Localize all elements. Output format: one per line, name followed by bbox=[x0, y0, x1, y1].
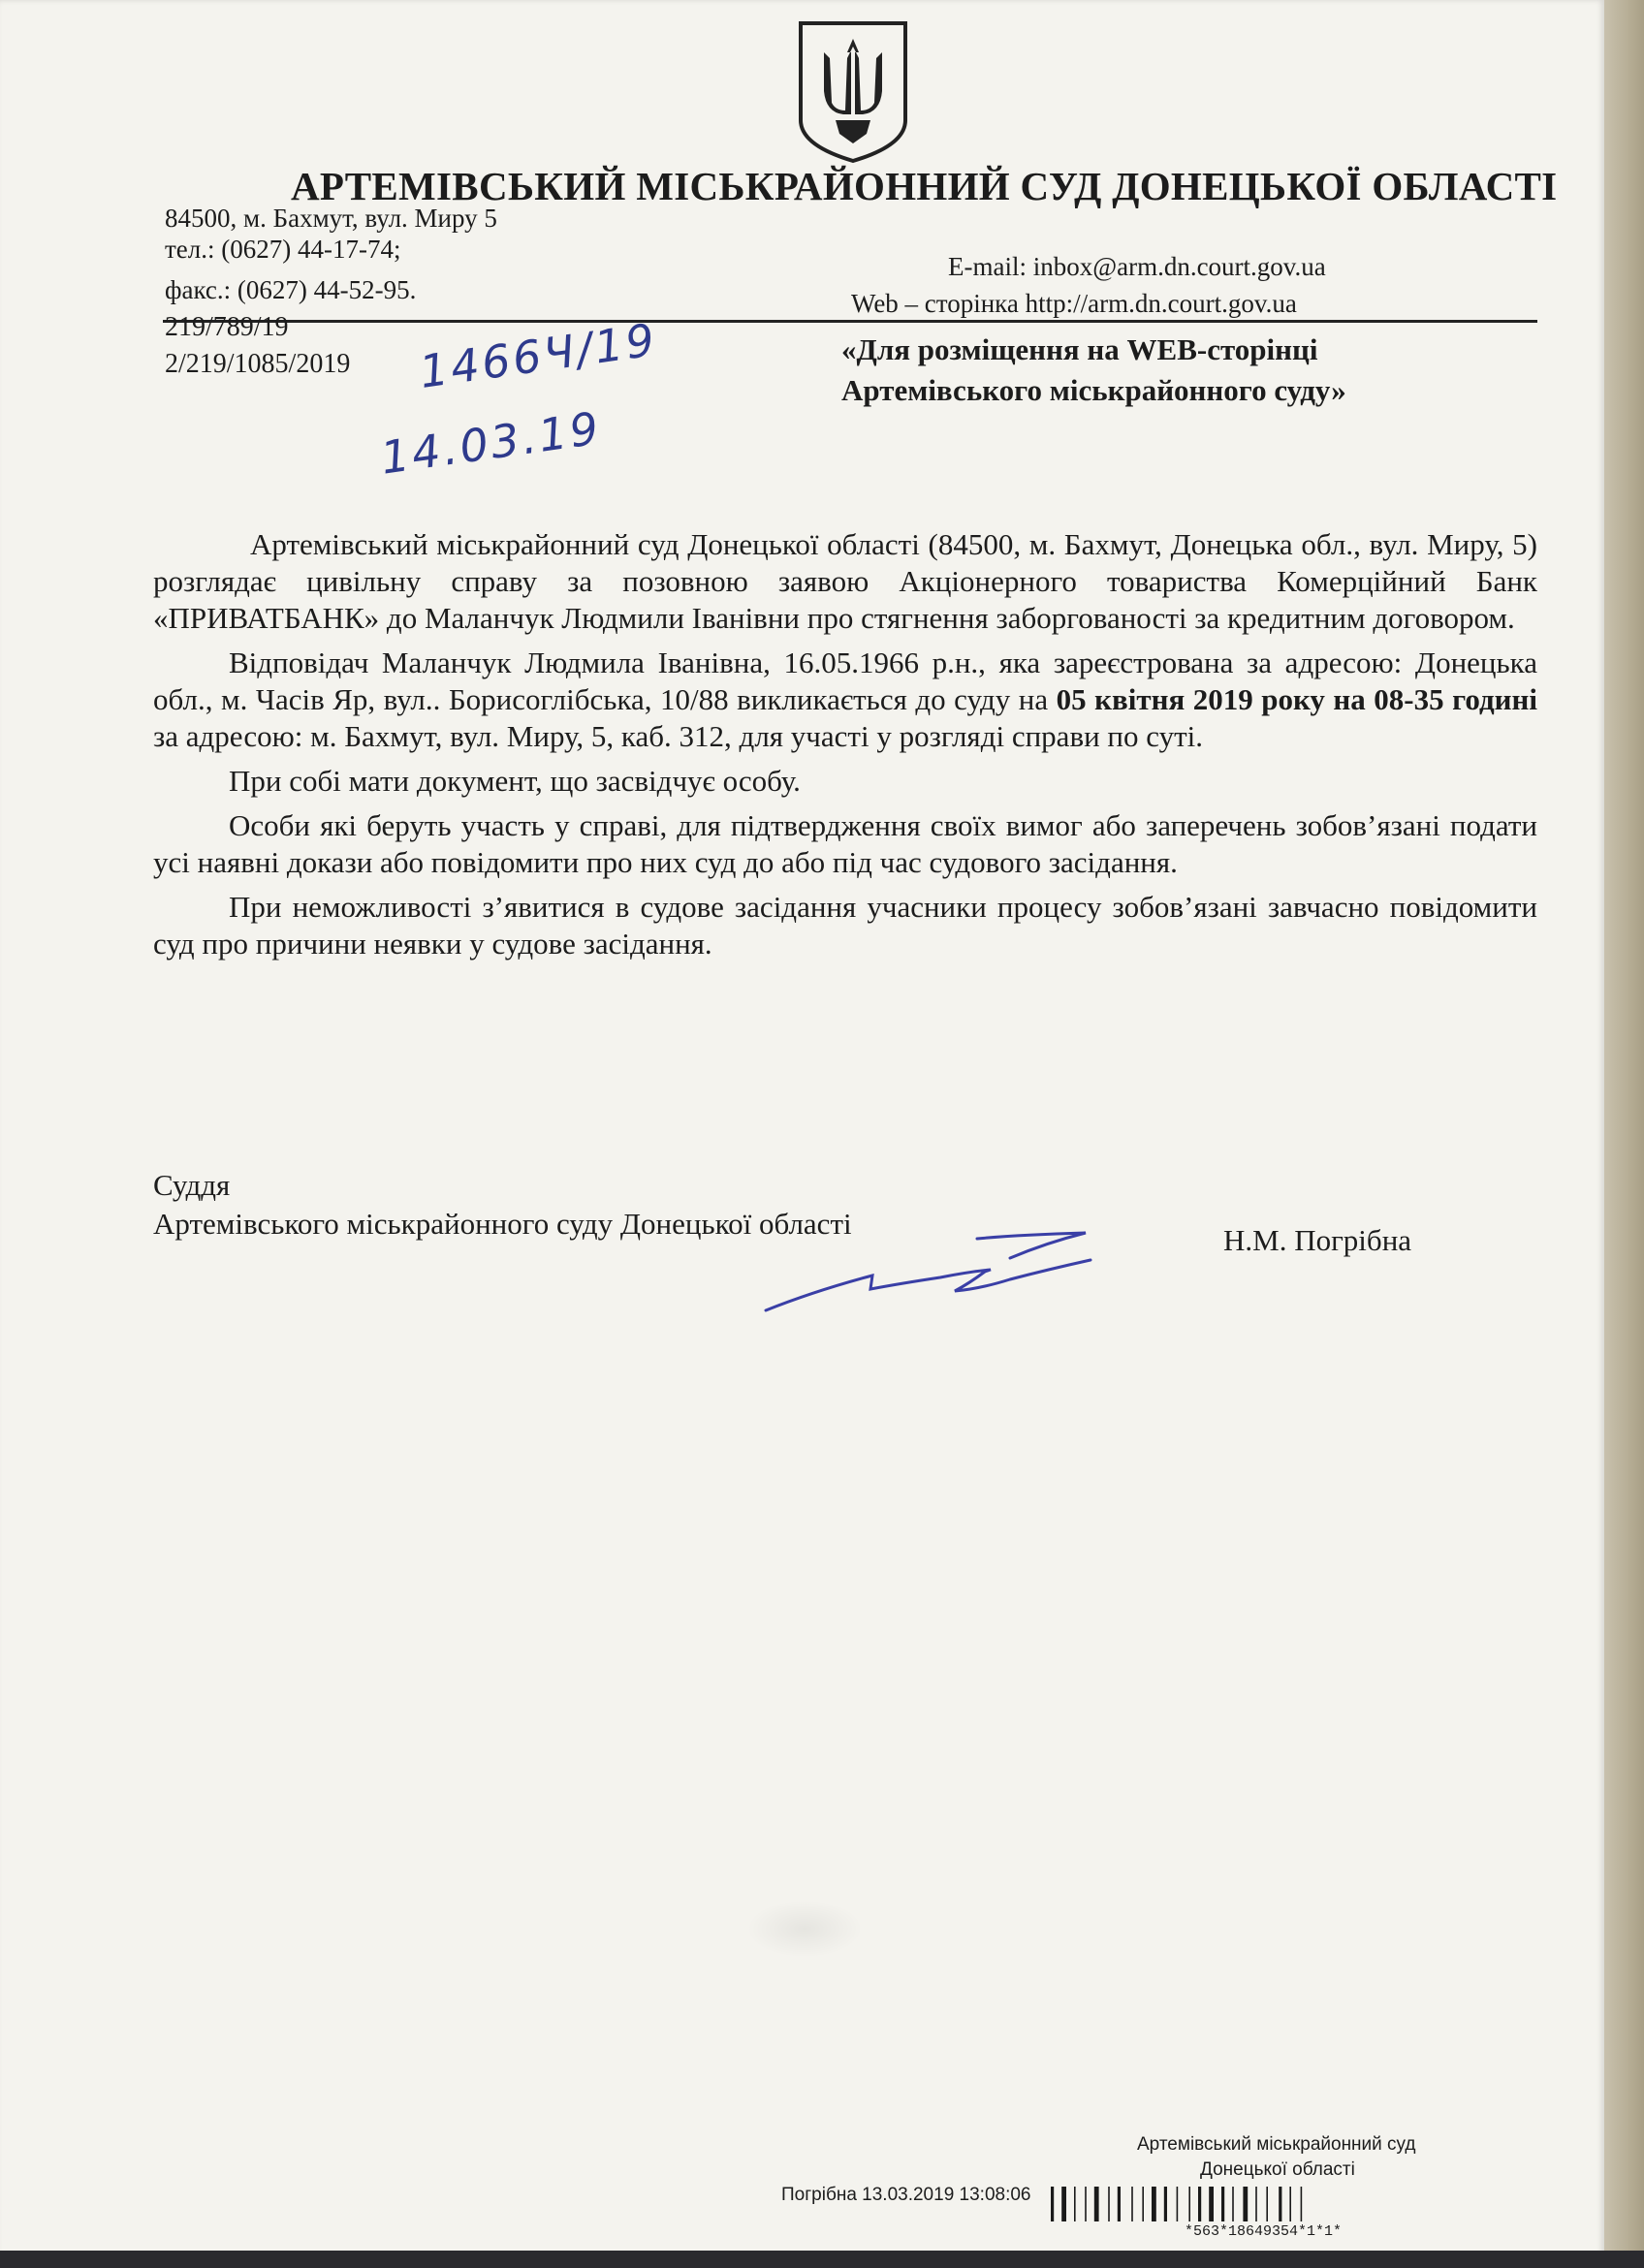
judge-court: Артемівського міськрайонного суду Донецької області bbox=[153, 1207, 852, 1241]
barcode-bar bbox=[1164, 2187, 1167, 2221]
judge-name: Н.М. Погрібна bbox=[1223, 1223, 1412, 1257]
barcode-bar bbox=[1085, 2187, 1087, 2221]
hearing-date-time: 05 квітня 2019 року на 08-35 годині bbox=[1056, 682, 1537, 716]
barcode-bar bbox=[1289, 2187, 1291, 2221]
paragraph-case-description: Артемівський міськрайонний суд Донецької області (84500, м. Бахмут, Донецька обл., вул. Миру, 5) розглядає цивільну справу за позовною заявою Акціонерного товариства Комерційний Банк «ПРИВАТБАНК» до Маланчук Людмили Іванівни про стягнення заборгованості за кредитним договором. bbox=[153, 527, 1537, 635]
court-website: Web – сторінка http://arm.dn.court.gov.ua bbox=[851, 289, 1297, 318]
barcode-bar bbox=[1152, 2187, 1156, 2221]
barcode-bar bbox=[1221, 2187, 1224, 2221]
handwritten-date: 14.03.19 bbox=[377, 401, 605, 485]
barcode-bar bbox=[1061, 2187, 1066, 2221]
barcode-bar bbox=[1255, 2187, 1257, 2221]
barcode-bar bbox=[1232, 2187, 1234, 2221]
paragraph-id-document: При собі мати документ, що засвідчує особу. bbox=[229, 764, 801, 798]
court-fax: факс.: (0627) 44-52-95. bbox=[165, 275, 417, 304]
barcode-bar bbox=[1301, 2187, 1303, 2221]
barcode-bar bbox=[1266, 2187, 1268, 2221]
barcode-bar bbox=[1142, 2187, 1144, 2221]
web-note-line1: «Для розміщення на WEB-сторінці bbox=[841, 332, 1318, 366]
barcode-bar bbox=[1051, 2187, 1054, 2221]
scan-edge bbox=[1604, 0, 1644, 2268]
judge-title: Суддя bbox=[153, 1168, 231, 1202]
stamp-court-name: Артемівський міськрайонний суд bbox=[1137, 2134, 1416, 2155]
handwritten-incoming-number: 1466Ч/19 bbox=[416, 313, 661, 398]
barcode-bar bbox=[1209, 2187, 1214, 2221]
paragraph-defendant-summons bbox=[153, 645, 1537, 755]
court-email: E-mail: inbox@arm.dn.court.gov.ua bbox=[948, 252, 1326, 281]
coat-of-arms-icon bbox=[797, 19, 909, 165]
summons-text-start: Відповідач Маланчук Людмила Іванівна, 16.05.1966 р.н., яка зареєстрована за адресою: Донецька обл., м. Часів Яр, вул.. Борисоглібська, 10/88 викликається до суду на bbox=[153, 646, 1537, 716]
registration-number: 2/219/1085/2019 bbox=[165, 349, 351, 379]
paper-smudge bbox=[746, 1900, 863, 1958]
barcode-bar bbox=[1188, 2187, 1190, 2221]
barcode-bar bbox=[1108, 2187, 1110, 2221]
electronic-signature-stamp: Погрібна 13.03.2019 13:08:06 bbox=[781, 2185, 1031, 2205]
barcode-bar bbox=[1279, 2187, 1281, 2221]
barcode-bar bbox=[1094, 2187, 1099, 2221]
barcode-number: *563*18649354*1*1* bbox=[1185, 2223, 1343, 2240]
stamp-court-region: Донецької області bbox=[1200, 2159, 1355, 2180]
barcode-bar bbox=[1074, 2187, 1076, 2221]
header-divider bbox=[163, 320, 1537, 323]
web-publication-note bbox=[841, 330, 1346, 411]
summons-text-end: за адресою: м. Бахмут, вул. Миру, 5, каб. 312, для участі у розгляді справи по суті. bbox=[153, 719, 1204, 753]
barcode-bar bbox=[1118, 2187, 1121, 2221]
barcode-bar bbox=[1131, 2187, 1133, 2221]
judge-signature bbox=[756, 1231, 1105, 1318]
court-name-heading: АРТЕМІВСЬКИЙ МІСЬКРАЙОННИЙ СУД ДОНЕЦЬКОЇ ОБЛАСТІ bbox=[291, 164, 1558, 208]
barcode-bar bbox=[1243, 2187, 1248, 2221]
notice-body bbox=[153, 526, 1537, 970]
case-number: 219/789/19 bbox=[165, 312, 289, 342]
document-barcode bbox=[1047, 2185, 1464, 2223]
paragraph-evidence: Особи які беруть участь у справі, для підтвердження своїх вимог або заперечень зобов’язані подати усі наявні докази або повідомити про них суд до або під час судового засідання. bbox=[153, 808, 1537, 879]
court-address: 84500, м. Бахмут, вул. Миру 5 bbox=[165, 204, 497, 233]
scan-bottom-border bbox=[0, 2251, 1644, 2268]
court-phone: тел.: (0627) 44-17-74; bbox=[165, 235, 401, 264]
web-note-line2: Артемівського міськрайонного суду» bbox=[841, 373, 1346, 407]
barcode-bar bbox=[1177, 2187, 1179, 2221]
barcode-bar bbox=[1198, 2187, 1201, 2221]
paragraph-absence-notice: При неможливості з’явитися в судове засідання учасники процесу зобов’язані завчасно повідомити суд про причини неявки у судове засідання. bbox=[153, 890, 1537, 961]
